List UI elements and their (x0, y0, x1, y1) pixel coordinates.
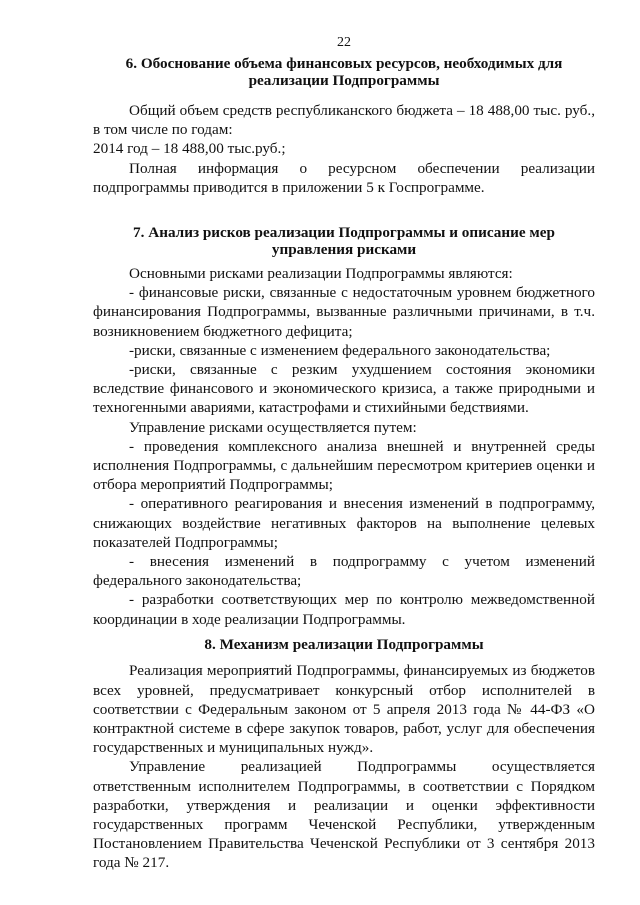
paragraph: Управление реализацией Подпрограммы осуществляется ответственным исполнителем Подпрограммы, в соответствии с Порядком разработки, утверждения и реализации и оценки эффективности государственных программ Чеченской Республики, утвержденным Постановлением Правительства Чеченской Республики от 3 сентября 2013 года № 217. (93, 758, 595, 872)
paragraph: Реализация мероприятий Подпрограммы, финансируемых из бюджетов всех уровней, предусматривает конкурсный отбор исполнителей в соответствии с Федеральным законом от 5 апреля 2013 года № 44-ФЗ «О контрактной системе в сфере закупок товаров, работ, услуг для обеспечения государственных и муниципальных нужд». (93, 662, 595, 757)
paragraph: Основными рисками реализации Подпрограммы являются: (129, 265, 513, 283)
page-content (93, 34, 595, 873)
paragraph: Управление рисками осуществляется путем: (129, 418, 417, 436)
paragraph: -риски, связанные с резким ухудшением состояния экономики вследствие финансового и экономического кризиса, а также природными и техногенными авариями, катастрофами и стихийными бедствиями. (93, 361, 595, 417)
section-6-heading (93, 56, 595, 89)
paragraph: - финансовые риски, связанные с недостаточным уровнем бюджетного финансирования Подпрограммы, вызванные различными причинами, в т.ч. возникновением бюджетного дефицита; (93, 284, 595, 340)
paragraph: - внесения изменений в подпрограмму с учетом изменений федерального законодательства; (93, 553, 595, 590)
page-number: 22 (337, 35, 351, 50)
section-6-body (93, 101, 595, 197)
section-8-body (93, 661, 595, 872)
paragraph: - проведения комплексного анализа внешней и внутренней среды исполнения Подпрограммы, с дальнейшим пересмотром критериев оценки и отбора мероприятий Подпрограммы; (93, 437, 595, 494)
section-7-heading-line-2: управления рисками (271, 240, 417, 258)
section-7-heading (93, 225, 595, 258)
section-7-heading-line-1: 7. Анализ рисков реализации Подпрограммы и описание мер (133, 224, 555, 242)
paragraph: -риски, связанные с изменением федерального законодательства; (129, 341, 551, 359)
paragraph: - оперативного реагирования и внесения изменений в подпрограмму, снижающих воздействие негативных факторов на выполнение целевых показателей Подпрограммы; (93, 495, 595, 551)
section-6-heading-line-2: реализации Подпрограммы (248, 71, 440, 89)
paragraph: Общий объем средств республиканского бюджета – 18 488,00 тыс. руб., в том числе по годам: (93, 102, 595, 139)
paragraph: - разработки соответствующих мер по контролю межведомственной координации в ходе реализации Подпрограммы. (93, 591, 595, 628)
paragraph: 2014 год – 18 488,00 тыс.руб.; (93, 140, 286, 158)
paragraph: Полная информация о ресурсном обеспечении реализации подпрограммы приводится в приложении 5 к Госпрограмме. (93, 159, 595, 196)
section-8-heading: 8. Механизм реализации Подпрограммы (204, 635, 484, 653)
section-7-body (93, 264, 595, 629)
section-6-heading-line-1: 6. Обоснование объема финансовых ресурсов, необходимых для (125, 55, 563, 72)
